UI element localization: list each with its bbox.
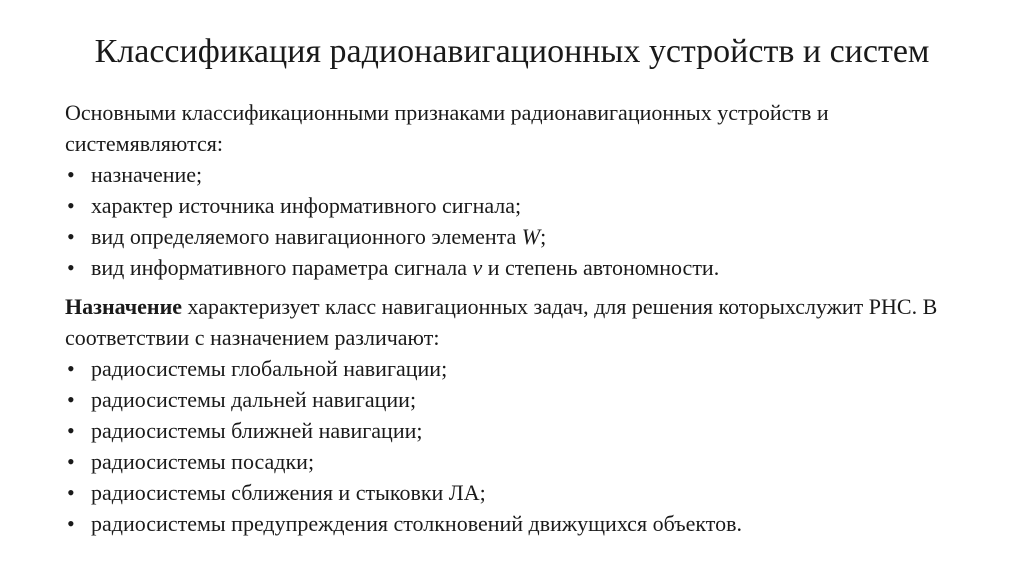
- bullet-icon: •: [67, 418, 75, 443]
- list-item-text: радиосистемы глобальной навигации;: [91, 356, 448, 381]
- paragraph-gap: [65, 283, 985, 291]
- bullet-icon: •: [67, 356, 75, 381]
- list-item: [65, 190, 985, 221]
- list-item: [65, 477, 985, 508]
- list-item-text: радиосистемы ближней навигации;: [91, 418, 423, 443]
- bullet-icon: •: [67, 224, 75, 249]
- section1-list: [65, 159, 985, 283]
- bullet-icon: •: [67, 193, 75, 218]
- slide-body: [65, 97, 985, 539]
- list-item-text: радиосистемы предупреждения столкновений движущихся объектов.: [91, 511, 742, 536]
- bullet-icon: •: [67, 162, 75, 187]
- math-symbol: ν: [472, 255, 483, 280]
- math-symbol: W: [521, 224, 541, 249]
- list-item: [65, 252, 985, 283]
- list-item: [65, 508, 985, 539]
- list-item: [65, 384, 985, 415]
- bullet-icon: •: [67, 480, 75, 505]
- section2-intro: [65, 291, 985, 353]
- section2-intro-bold: Назначение: [65, 294, 183, 319]
- list-item: [65, 353, 985, 384]
- list-item-text: назначение;: [91, 162, 203, 187]
- list-item-text-end: ;: [540, 224, 547, 249]
- list-item-text-end: и степень автономности.: [482, 255, 720, 280]
- bullet-icon: •: [67, 449, 75, 474]
- section2-intro-rest: характеризует класс навигационных задач, для решения которыхслужит РНС. В соответствии с назначением различают:: [65, 294, 938, 350]
- bullet-icon: •: [67, 511, 75, 536]
- list-item-text: радиосистемы сближения и стыковки ЛА;: [91, 480, 486, 505]
- list-item-text: характер источника информативного сигнала;: [91, 193, 522, 218]
- list-item: [65, 159, 985, 190]
- list-item: [65, 446, 985, 477]
- section1-intro: Основными классификационными признаками радионавигационных устройств и системявляются:: [65, 100, 829, 156]
- list-item-text: вид определяемого навигационного элемента: [91, 224, 522, 249]
- section2-list: [65, 353, 985, 539]
- slide-title: Классификация радионавигационных устройств и систем: [94, 33, 930, 70]
- bullet-icon: •: [67, 387, 75, 412]
- list-item-text: радиосистемы посадки;: [91, 449, 315, 474]
- bullet-icon: •: [67, 255, 75, 280]
- list-item-text: вид информативного параметра сигнала: [91, 255, 473, 280]
- list-item-text: радиосистемы дальней навигации;: [91, 387, 417, 412]
- list-item: [65, 221, 985, 252]
- list-item: [65, 415, 985, 446]
